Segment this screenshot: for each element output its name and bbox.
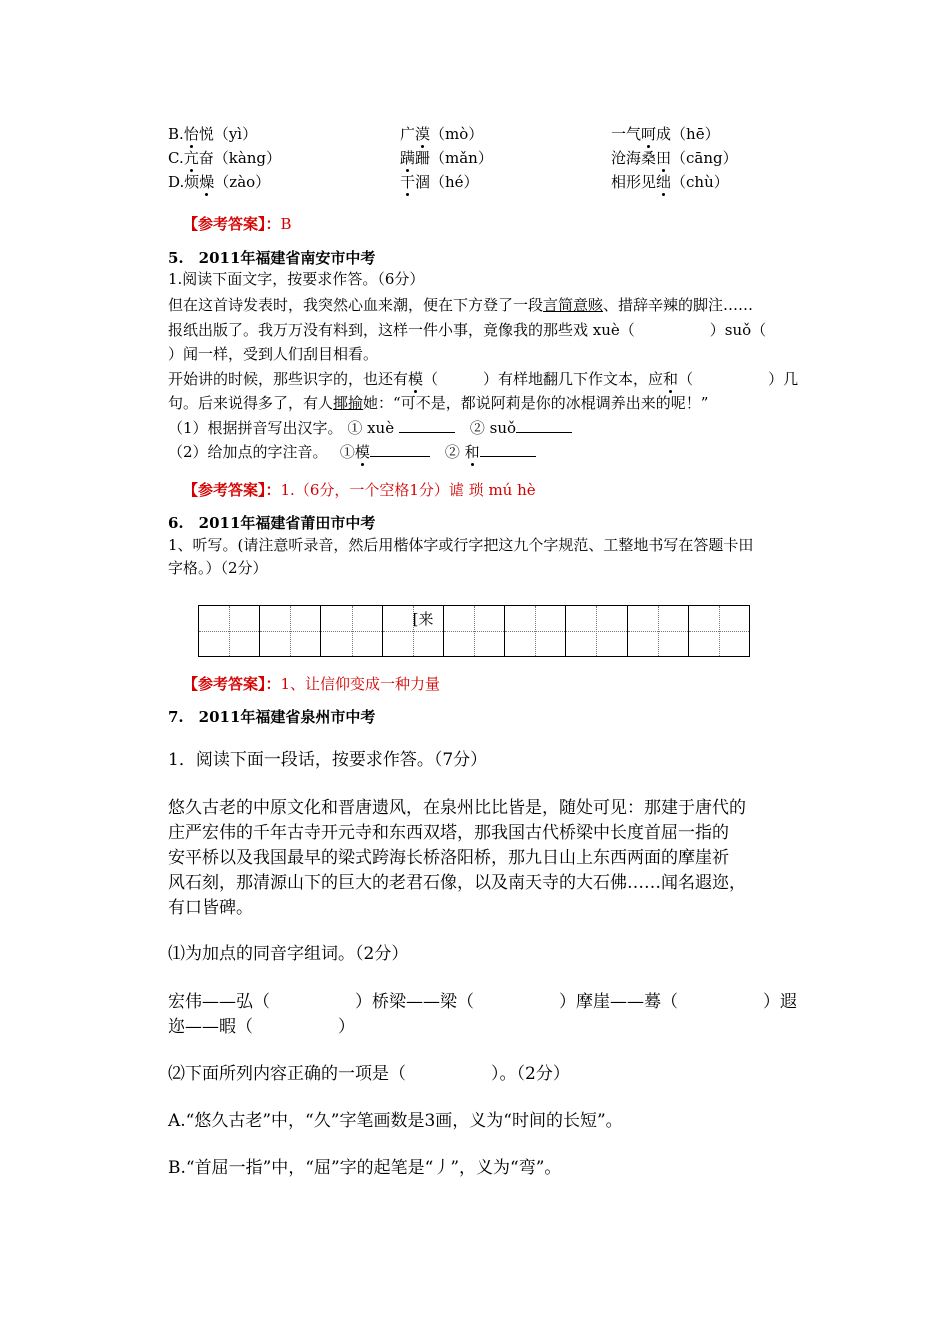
grid-cell[interactable]	[383, 606, 444, 656]
q6-answer	[183, 674, 440, 694]
text: 她：“可不是，都说阿莉是你的冰棍调养出来的呢！”	[363, 394, 709, 412]
grid-cell[interactable]	[321, 606, 382, 656]
text: （ ）有样地翻几下作文本，应	[423, 370, 664, 388]
text: 涸（hé）	[415, 173, 479, 191]
q5-para-line1	[168, 295, 753, 315]
answer-value: B	[280, 215, 292, 233]
q7-option-a: A.“悠久古老”中，“久”字笔画数是3画，义为“时间的长短”。	[168, 1111, 623, 1131]
grid-cell-text: [来	[412, 610, 434, 628]
option-d-col1	[168, 172, 270, 192]
tianzige-grid	[198, 605, 750, 657]
q7-heading: 7. 2011年福建省泉州市中考	[168, 708, 376, 726]
q7-para-line: 悠久古老的中原文化和晋唐遗风，在泉州比比皆是，随处可见：那建于唐代的	[168, 798, 746, 818]
q7-para-line: 有口皆碑。	[168, 898, 253, 918]
text: （chù）	[671, 173, 729, 191]
text: （mò）	[430, 125, 484, 143]
dotted-char: 模	[354, 443, 370, 461]
text: 奋（kàng）	[198, 149, 282, 167]
dotted-char: 和	[663, 370, 679, 388]
dotted-char: 干	[400, 173, 416, 191]
dotted-char: 呵	[641, 125, 657, 143]
q7-para-line: 风石刻，那清源山下的巨大的老君石像，以及南天寺的大石佛……闻名遐迩，	[168, 873, 746, 893]
grid-cell[interactable]	[628, 606, 689, 656]
option-b-col2	[400, 124, 483, 144]
q6-heading: 6. 2011年福建省莆田市中考	[168, 514, 376, 532]
option-d-col2	[400, 172, 479, 192]
option-c-col3	[611, 148, 738, 168]
option-label: D.	[168, 173, 185, 191]
answer-value: 1.（6分，一个空格1分）谑 琐 mú hè	[280, 481, 536, 499]
answer-blank[interactable]	[399, 418, 455, 433]
underlined-text: 言简意赅	[543, 296, 604, 314]
q5-para-line2: 报纸出版了。我万万没有料到，这样一件小事，竟像我的那些戏 xuè（ ）suǒ（	[168, 321, 767, 339]
q5-answer	[183, 480, 536, 500]
q5-para-line5	[168, 393, 708, 413]
q4-answer	[183, 214, 292, 234]
text: 悦（yì）	[198, 125, 258, 143]
q6-line1: 1、听写。(请注意听录音，然后用楷体字或行字把这九个字规范、工整地书写在答题卡田	[168, 536, 754, 554]
dotted-char: 蹒	[400, 149, 416, 167]
dotted-char: 漠	[415, 125, 431, 143]
grid-cell[interactable]	[566, 606, 627, 656]
text: 沧海桑	[611, 149, 657, 167]
answer-blank[interactable]	[370, 442, 430, 457]
dotted-char: 燥	[199, 173, 215, 191]
option-label: B.	[168, 125, 184, 143]
q7-para-line: 庄严宏伟的千年古寺开元寺和东西双塔，那我国古代桥梁中长度首屈一指的	[168, 823, 729, 843]
q7-para-line: 安平桥以及我国最早的梁式跨海长桥洛阳桥，那九日山上东西两面的摩崖祈	[168, 848, 729, 868]
option-b-col1	[168, 124, 257, 144]
q7-sub1-line1: 宏伟——弘（ ）桥梁——梁（ ）摩崖——蓦（ ）遐	[168, 992, 797, 1012]
q6-line2: 字格。）（2分）	[168, 559, 268, 577]
text: 句。后来说得多了，有人	[168, 394, 334, 412]
q7-intro: 1．阅读下面一段话，按要求作答。（7分）	[168, 750, 488, 770]
q5-heading: 5. 2011年福建省南安市中考	[168, 249, 376, 267]
q5-sub2	[168, 442, 536, 462]
dotted-char: 怡	[183, 125, 199, 143]
text: （2）给加点的字注音。 ①	[168, 443, 355, 461]
q5-intro: 1.阅读下面文字，按要求作答。（6分）	[168, 270, 425, 288]
q7-sub1: ⑴为加点的同音字组词。（2分）	[168, 944, 409, 964]
underlined-text: 揶揄	[333, 394, 364, 412]
answer-blank[interactable]	[480, 442, 536, 457]
grid-cell[interactable]	[505, 606, 566, 656]
grid-cell[interactable]	[199, 606, 260, 656]
option-b-col3	[611, 124, 720, 144]
text: 烦	[184, 173, 200, 191]
text: （1）根据拼音写出汉字。 ① xuè	[168, 419, 395, 437]
grid-cell[interactable]	[689, 606, 749, 656]
option-label: C.	[168, 149, 184, 167]
answer-label: 【参考答案】：	[183, 481, 281, 499]
text: （cāng）	[671, 149, 738, 167]
q5-para-line4	[168, 369, 798, 389]
text: 跚（mǎn）	[415, 149, 493, 167]
text: ②	[444, 443, 465, 461]
dotted-char: 绌	[656, 173, 672, 191]
option-d-col3	[611, 172, 729, 192]
option-c-col1	[168, 148, 281, 168]
text: ② suǒ	[469, 419, 517, 437]
q5-para-line3: ）闻一样，受到人们刮目相看。	[168, 345, 379, 363]
answer-label: 【参考答案】：	[183, 215, 281, 233]
answer-value: 1、让信仰变成一种力量	[280, 675, 441, 693]
dotted-char: 模	[408, 370, 424, 388]
text: 广	[400, 125, 416, 143]
text: （ ）几	[678, 370, 799, 388]
text: 相形见	[611, 173, 657, 191]
dotted-char: 田	[656, 149, 672, 167]
text: 成（hē）	[656, 125, 720, 143]
text: 开始讲的时候，那些识字的，也还有	[168, 370, 409, 388]
option-c-col2	[400, 148, 493, 168]
answer-label: 【参考答案】：	[183, 675, 281, 693]
grid-cell[interactable]	[444, 606, 505, 656]
text: 但在这首诗发表时，我突然心血来潮，便在下方登了一段	[168, 296, 544, 314]
text: 一气	[611, 125, 642, 143]
q5-sub1	[168, 418, 572, 438]
answer-blank[interactable]	[516, 418, 572, 433]
q7-sub1-line2: 迩——暇（ ）	[168, 1017, 355, 1037]
dotted-char: 和	[464, 443, 480, 461]
q7-option-b: B.“首屈一指”中，“屈”字的起笔是“丿”，义为“弯”。	[168, 1158, 562, 1178]
text: （zào）	[214, 173, 271, 191]
text: 、措辞辛辣的脚注……	[603, 296, 754, 314]
grid-cell[interactable]	[260, 606, 321, 656]
dotted-char: 亢	[183, 149, 199, 167]
q7-sub2: ⑵下面所列内容正确的一项是（ ）。（2分）	[168, 1064, 570, 1084]
